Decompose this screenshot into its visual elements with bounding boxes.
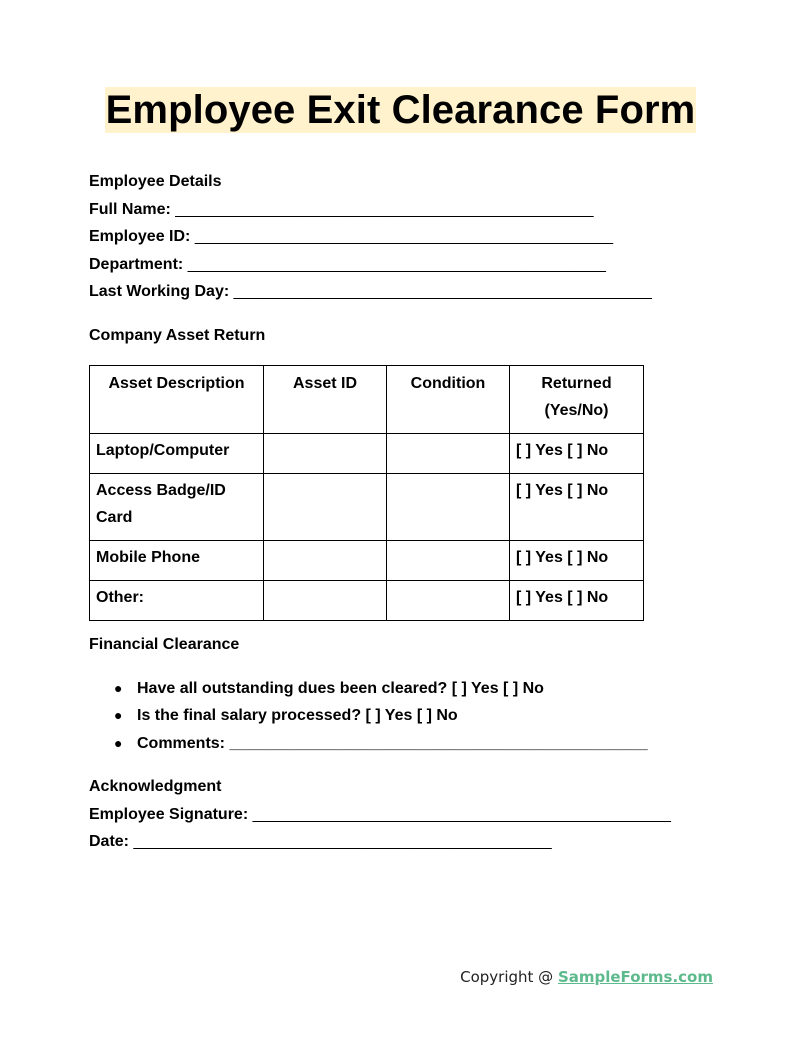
employee-id-field[interactable]	[89, 223, 729, 251]
bullet-icon: ●	[114, 734, 123, 751]
asset-description-cell: Access Badge/ID Card	[90, 474, 264, 541]
page-title: Employee Exit Clearance Form	[105, 88, 696, 132]
column-header: Asset ID	[264, 366, 387, 434]
asset-id-cell[interactable]	[264, 434, 387, 474]
table-row	[90, 581, 644, 621]
title-container	[0, 87, 801, 133]
condition-cell[interactable]	[387, 541, 510, 581]
last-working-day-field[interactable]	[89, 278, 729, 306]
dues-cleared-question[interactable]: Have all outstanding dues been cleared? [ ] Yes [ ] No	[137, 679, 544, 697]
employee-signature-field[interactable]	[89, 801, 729, 829]
asset-description-cell: Other:	[90, 581, 264, 621]
comments-field[interactable]: Comments: _______________________________________________	[137, 734, 648, 752]
department-blank[interactable]: _______________________________________________	[187, 255, 606, 273]
asset-description-cell: Mobile Phone	[90, 541, 264, 581]
last-working-day-label: Last Working Day:	[89, 283, 230, 300]
sampleforms-link[interactable]: SampleForms.com	[557, 968, 713, 986]
copyright-prefix: Copyright @	[460, 968, 558, 986]
employee-id-blank[interactable]: _______________________________________________	[194, 228, 614, 245]
last-working-day-blank[interactable]: _______________________________________________	[233, 283, 652, 300]
condition-cell[interactable]	[387, 474, 510, 541]
returned-cell[interactable]: [ ] Yes [ ] No	[510, 541, 644, 581]
employee-signature-label: Employee Signature:	[89, 805, 249, 823]
list-item	[89, 675, 729, 703]
column-header: Asset Description	[90, 366, 264, 434]
condition-cell[interactable]	[387, 581, 510, 621]
bullet-icon: ●	[114, 679, 123, 696]
column-header: Condition	[387, 366, 510, 434]
table-row	[90, 474, 644, 541]
date-field[interactable]	[89, 828, 729, 856]
date-blank[interactable]: _______________________________________________	[133, 833, 552, 850]
table-row	[90, 434, 644, 474]
full-name-label: Full Name:	[89, 200, 171, 218]
employee-details-heading: Employee Details	[89, 173, 222, 190]
asset-id-cell[interactable]	[264, 474, 387, 541]
asset-id-cell[interactable]	[264, 581, 387, 621]
financial-list	[89, 675, 729, 758]
asset-table	[89, 365, 644, 621]
returned-cell[interactable]: [ ] Yes [ ] No	[510, 581, 644, 621]
employee-signature-blank[interactable]: _______________________________________________	[252, 805, 671, 823]
acknowledgment-heading: Acknowledgment	[89, 778, 222, 795]
table-header-row	[90, 366, 644, 434]
employee-id-label: Employee ID:	[89, 228, 191, 245]
asset-return-heading: Company Asset Return	[89, 326, 266, 344]
list-item	[89, 730, 729, 758]
full-name-blank[interactable]: _______________________________________________	[175, 200, 594, 218]
list-item	[89, 702, 729, 730]
asset-description-cell: Laptop/Computer	[90, 434, 264, 474]
column-header: Returned (Yes/No)	[510, 366, 644, 434]
financial-clearance-heading: Financial Clearance	[89, 636, 240, 653]
department-label: Department:	[89, 255, 184, 273]
form-content	[89, 168, 729, 856]
salary-processed-question[interactable]: Is the final salary processed? [ ] Yes [ ] No	[137, 707, 458, 724]
department-field[interactable]	[89, 251, 729, 279]
bullet-icon: ●	[114, 707, 123, 723]
table-row	[90, 541, 644, 581]
returned-cell[interactable]: [ ] Yes [ ] No	[510, 474, 644, 541]
full-name-field[interactable]	[89, 196, 729, 224]
copyright-footer	[460, 966, 713, 988]
returned-cell[interactable]: [ ] Yes [ ] No	[510, 434, 644, 474]
asset-id-cell[interactable]	[264, 541, 387, 581]
condition-cell[interactable]	[387, 434, 510, 474]
date-label: Date:	[89, 833, 130, 850]
